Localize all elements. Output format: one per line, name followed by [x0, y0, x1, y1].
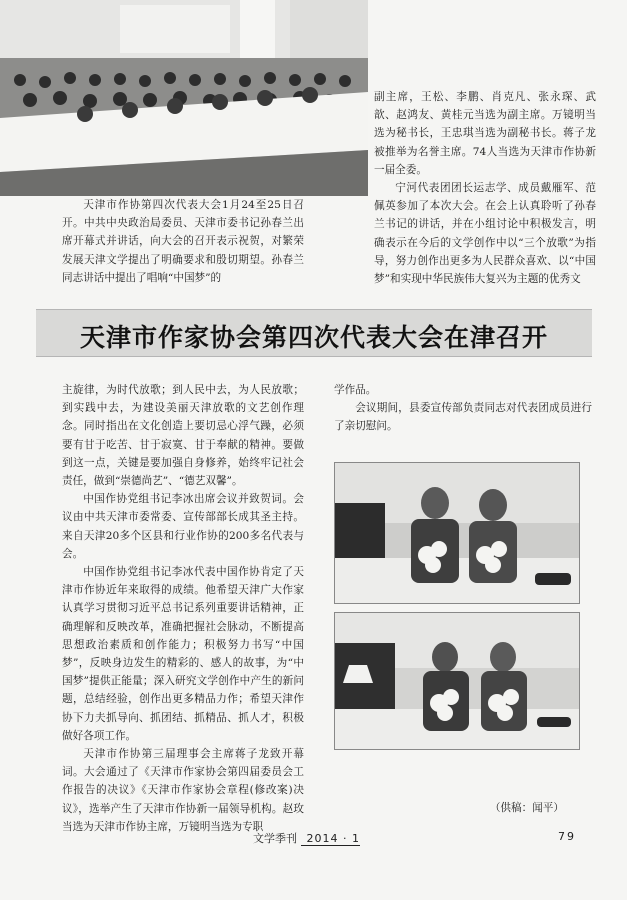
- paragraph: 主旋律，为时代放歌；到人民中去，为人民放歌；到实践中去，为建设美丽天津放歌的文艺创作理念。同时指出在文化创造上要切忌心浮气躁，必须要有甘于吃苦、甘于寂寞、甘于奉献的精神。要做到这一点，关键是要加强自身修养，始终牢记社会责任，做到“崇德尚艺”、“德艺双馨”。: [62, 384, 304, 488]
- paragraph: 副主席，王松、李鹏、肖克凡、张永琛、武歆、赵鸿友、黄桂元当选为副主席。万镜明当选为秘书长，王忠琪当选为副秘书长。蒋子龙被推举为名誉主席。74人当选为天津市作协新一届全委。: [374, 91, 596, 176]
- paragraph: 中国作协党组书记李冰出席会议并致贺词。会议由中共天津市委常委、宣传部部长成其圣主持。来自天津20多个区县和行业作协的200多名代表与会。: [62, 493, 304, 560]
- delegates-photo-1: [334, 462, 580, 604]
- delegates-photo-2: [334, 612, 580, 750]
- paragraph: 中国作协党组书记李冰代表中国作协肯定了天津市作协近年来取得的成绩。他希望天津广大作家认真学习贯彻习近平总书记系列重要讲话精神，正确理解和反映改革，准确把握社会脉动，不断提高思想政治素质和创作能力；积极努力书写“中国梦”，反映身边发生的精彩的、感人的故事，为“中国梦”提供正能量；深入研究文学创作中产生的新问题，总结经验，创作出更多精品力作；希望天津作协下力夫抓导向、抓团结、抓精品、抓人才，积极做好各项工作。: [62, 566, 304, 742]
- magazine-name: 文学季刊: [253, 832, 297, 845]
- conference-hall-photo: [0, 0, 368, 196]
- magazine-issue: [253, 830, 360, 846]
- paragraph: 学作品。: [334, 384, 377, 396]
- paragraph: 会议期间，县委宣传部负责同志对代表团成员进行了亲切慰问。: [334, 402, 592, 433]
- paragraph: 天津市作协第四次代表大会1月24至25日召开。中共中央政治局委员、天津市委书记孙春兰出席开幕式并讲话，向大会的召开表示祝贺，对繁荣发展天津文学提出了明确要求和殷切期望。孙春兰同志讲话中提出了唱响“中国梦”的: [62, 199, 304, 284]
- paragraph: 宁河代表团团长运志学、成员戴雁军、范佩英参加了本次大会。在会上认真聆听了孙春兰书记的讲话，并在小组讨论中积极发言，明确表示在今后的文学创作中以“三个放歌”为指导，努力创作出更多为人民群众喜欢、以“中国梦”和实现中华民族伟大复兴为主题的优秀文: [374, 182, 596, 286]
- bottom-right-column: [334, 381, 592, 436]
- photo-credit: （供稿：闻平）: [489, 802, 564, 814]
- article-headline: 天津市作家协会第四次代表大会在津召开: [79, 323, 548, 352]
- paragraph: 天津市作协第三届理事会主席蒋子龙致开幕词。大会通过了《天津市作家协会第四届委员会工作报告的决议》《天津市作家协会章程(修改案)决议》，选举产生了天津市作协新一届领导机构。赵玫当选为天津市作协主席，万镜明当选为专职: [62, 748, 304, 833]
- headline-banner: [36, 309, 592, 357]
- top-left-column: [62, 196, 304, 287]
- top-right-column: [374, 88, 596, 288]
- page-number: 79: [558, 830, 576, 843]
- issue-number: 2014 · 1: [301, 832, 360, 846]
- bottom-left-column: [62, 381, 304, 836]
